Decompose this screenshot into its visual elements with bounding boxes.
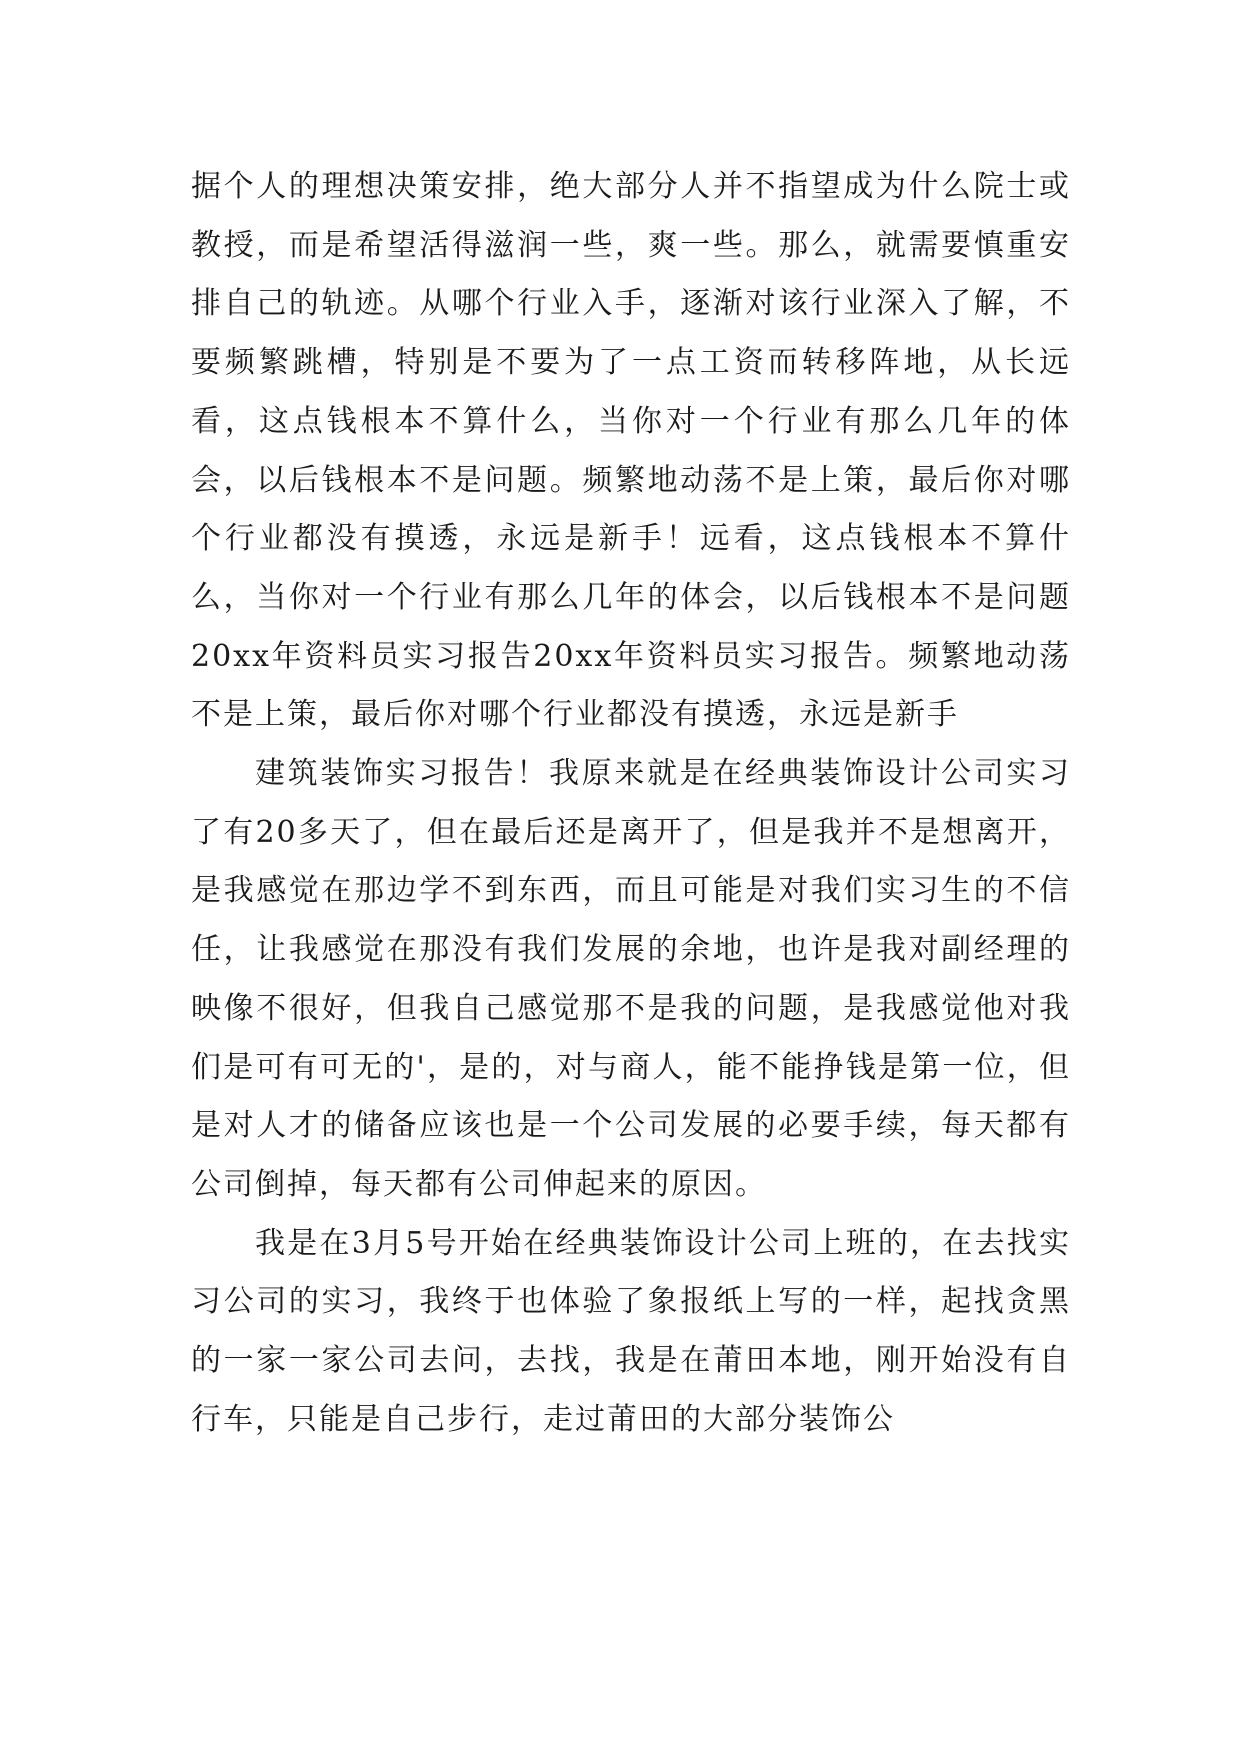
document-body xyxy=(191,158,1071,1449)
paragraph-3: 我是在3月5号开始在经典装饰设计公司上班的，在去找实习公司的实习，我终于也体验了象报纸上写的一样，起找贪黑的一家一家公司去问，去找，我是在莆田本地，刚开始没有自行车，只能是自己步行，走过莆田的大部分装饰公 xyxy=(191,1225,1071,1437)
paragraph-2: 建筑装饰实习报告！我原来就是在经典装饰设计公司实习了有20多天了，但在最后还是离开了，但是我并不是想离开，是我感觉在那边学不到东西，而且可能是对我们实习生的不信任，让我感觉在那没有我们发展的余地，也许是我对副经理的映像不很好，但我自己感觉那不是我的问题，是我感觉他对我们是可有可无的'，是的，对与商人，能不能挣钱是第一位，但是对人才的储备应该也是一个公司发展的必要手续，每天都有公司倒掉，每天都有公司伸起来的原因。 xyxy=(191,756,1071,1202)
paragraph-1: 据个人的理想决策安排，绝大部分人并不指望成为什么院士或教授，而是希望活得滋润一些，爽一些。那么，就需要慎重安排自己的轨迹。从哪个行业入手，逐渐对该行业深入了解，不要频繁跳槽，特别是不要为了一点工资而转移阵地，从长远看，这点钱根本不算什么，当你对一个行业有那么几年的体会，以后钱根本不是问题。频繁地动荡不是上策，最后你对哪个行业都没有摸透，永远是新手！远看，这点钱根本不算什么，当你对一个行业有那么几年的体会，以后钱根本不是问题20xx年资料员实习报告20xx年资料员实习报告。频繁地动荡不是上策，最后你对哪个行业都没有摸透，永远是新手 xyxy=(191,169,1071,733)
